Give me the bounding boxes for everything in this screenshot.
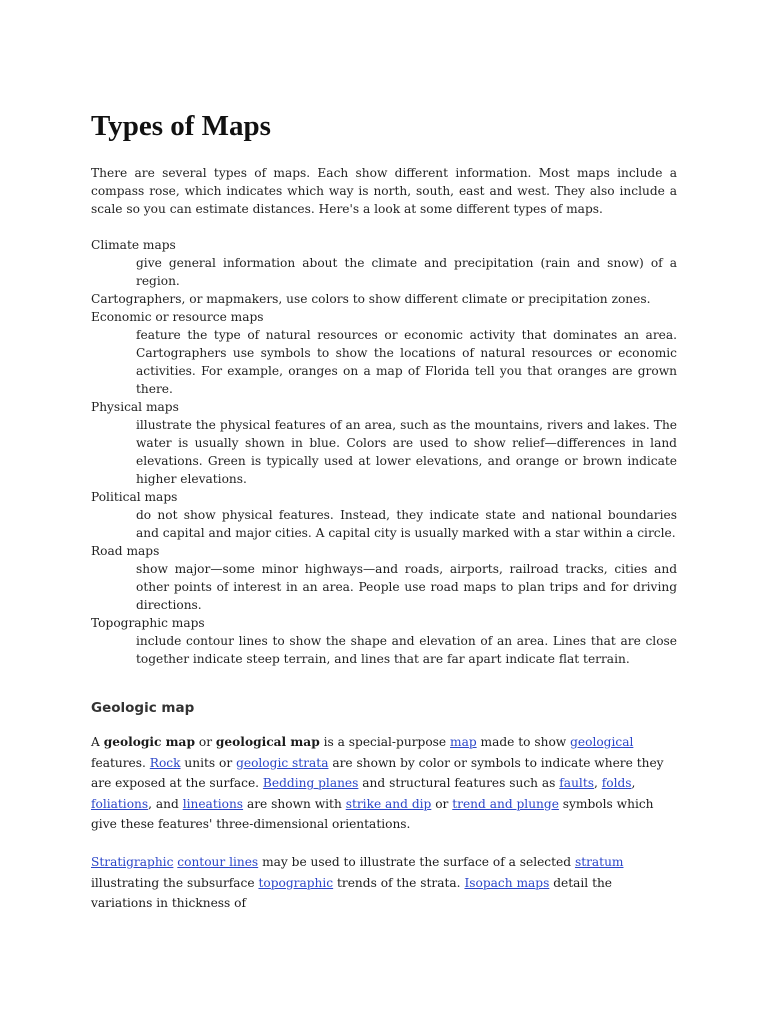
bold-geological-map: geological map [215, 735, 320, 749]
text: are shown with [243, 796, 346, 811]
intro-paragraph: There are several types of maps. Each show different information. Most maps include a compass rose, which indicates which way is north, south, east and west. They also include a scale so you can estimate distances. Here's a look at some different types of maps. [91, 166, 677, 216]
desc-political-maps: do not show physical features. Instead, they indicate state and national boundaries and capital and major cities. A capital city is usually marked with a star within a circle. [136, 508, 677, 540]
link-geologic-strata[interactable]: geologic strata [236, 755, 329, 770]
text: may be used to illustrate the surface of a selected [258, 855, 575, 869]
term-climate-maps: Climate maps [91, 238, 176, 252]
text: illustrating the subsurface [91, 875, 259, 890]
link-lineations[interactable]: lineations [182, 796, 244, 811]
desc-climate-maps-continued: Cartographers, or mapmakers, use colors to show different climate or precipitation zones. [91, 292, 651, 306]
map-types-list [91, 236, 677, 668]
link-strike-and-dip[interactable]: strike and dip [345, 796, 432, 811]
text: trends of the strata. [333, 875, 465, 890]
link-stratigraphic[interactable]: Stratigraphic [91, 855, 174, 869]
link-trend-and-plunge[interactable]: trend and plunge [452, 796, 559, 811]
text: detail the variations in thickness of [91, 875, 613, 910]
text: are shown by color or symbols to indicate where they are exposed at the surface. [91, 755, 664, 790]
term-physical-maps: Physical maps [91, 400, 179, 414]
geologic-paragraph-1 [91, 732, 677, 835]
text: or [194, 735, 216, 749]
text: , [593, 776, 602, 790]
desc-topographic-maps: include contour lines to show the shape and elevation of an area. Lines that are close together indicate steep terrain, and lines that are far apart indicate flat terrain. [136, 634, 677, 666]
text: features. [91, 755, 150, 770]
text: is a special-purpose [319, 735, 451, 749]
term-political-maps: Political maps [91, 490, 178, 504]
page-title: Types of Maps [91, 110, 271, 142]
link-isopach-maps[interactable]: Isopach maps [464, 875, 550, 890]
link-map[interactable]: map [450, 735, 477, 749]
desc-climate-maps: give general information about the climate and precipitation (rain and snow) of a region. [136, 256, 677, 288]
desc-economic-maps: feature the type of natural resources or economic activity that dominates an area. Cartographers use symbols to show the locations of natural resources or economic activities. For example, oranges on a map of Florida tell you that oranges are grown there. [136, 328, 677, 396]
text: A [91, 735, 104, 749]
desc-physical-maps: illustrate the physical features of an area, such as the mountains, rivers and lakes. The water is usually shown in blue. Colors are used to show relief—differences in land elevations. Green is typically used at lower elevations, and orange or brown indicate higher elevations. [136, 418, 677, 486]
text: , [631, 776, 636, 790]
text: , and [148, 796, 183, 811]
link-faults[interactable]: faults [559, 776, 594, 790]
link-rock[interactable]: Rock [149, 755, 181, 770]
link-folds[interactable]: folds [601, 776, 632, 790]
text: or [431, 796, 453, 811]
link-geological[interactable]: geological [570, 735, 634, 749]
link-topographic[interactable]: topographic [258, 875, 334, 890]
bold-geologic-map: geologic map [103, 735, 195, 749]
text: symbols which give these features' three-dimensional orientations. [91, 796, 654, 831]
link-bedding-planes[interactable]: Bedding planes [262, 776, 359, 790]
text: units or [180, 755, 237, 770]
desc-road-maps: show major—some minor highways—and roads, airports, railroad tracks, cities and other points of interest in an area. People use road maps to plan trips and for driving directions. [136, 562, 677, 612]
link-contour-lines[interactable]: contour lines [177, 855, 259, 869]
text: and structural features such as [358, 776, 560, 790]
text: made to show [476, 735, 571, 749]
link-stratum[interactable]: stratum [574, 855, 624, 869]
term-topographic-maps: Topographic maps [91, 616, 205, 630]
link-foliations[interactable]: foliations [91, 796, 149, 811]
geologic-paragraph-2 [91, 852, 677, 914]
geologic-map-heading: Geologic map [91, 700, 195, 716]
term-economic-maps: Economic or resource maps [91, 310, 264, 324]
term-road-maps: Road maps [91, 544, 160, 558]
